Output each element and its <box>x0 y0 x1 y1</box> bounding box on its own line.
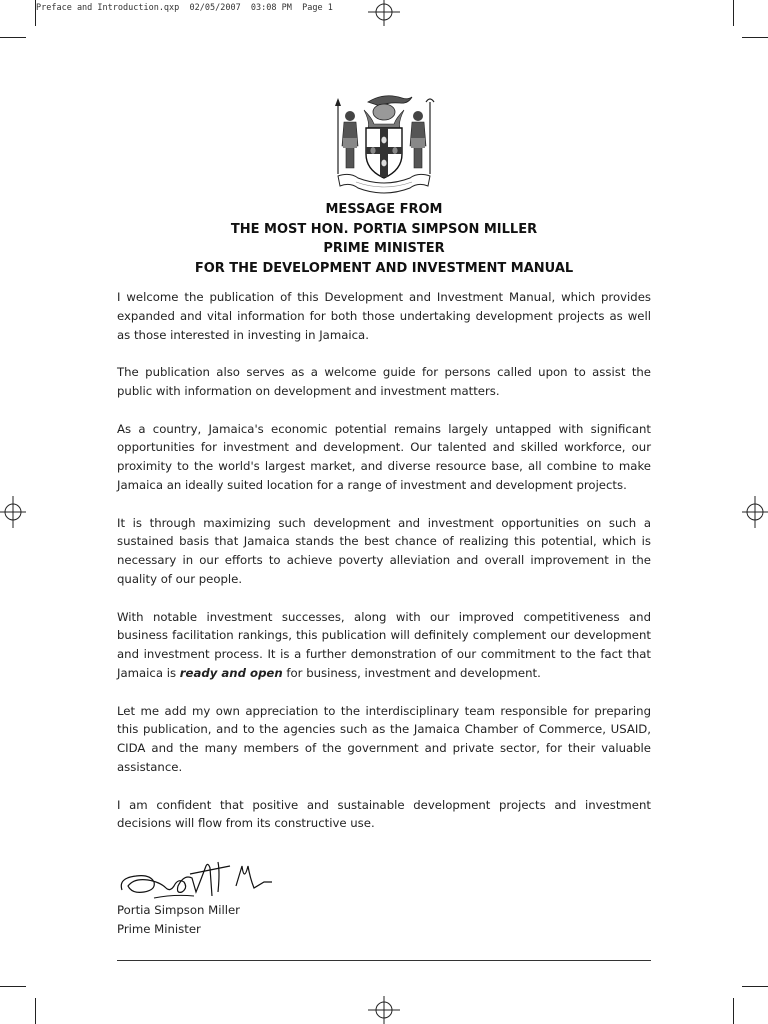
ready-and-open-emphasis: ready and open <box>179 665 283 680</box>
paragraph-4: It is through maximizing such development and investment opportunities on such a sustained basis that Jamaica stands the best chance of realizing this potential, which is necessary in our efforts to achieve poverty alleviation and overall improvement in the quality of our people. <box>117 515 651 586</box>
heading-line-office: PRIME MINISTER <box>323 241 445 256</box>
registration-mark-top-icon <box>368 0 400 26</box>
paragraph-7: I am confident that positive and sustainable development projects and investment decisions will flow from its constructive use. <box>117 797 651 831</box>
paragraph-5 <box>117 608 651 683</box>
paragraph-1: I welcome the publication of this Development and Investment Manual, which provides expanded and vital information for both those undertaking development projects as well as those interested in investing in Jamaica. <box>117 290 651 342</box>
signatory-block <box>117 901 240 939</box>
registration-mark-left-icon <box>0 496 26 528</box>
print-slug-line: Preface and Introduction.qxp 02/05/2007 03:08 PM Page 1 <box>36 3 333 13</box>
heading-line-purpose: FOR THE DEVELOPMENT AND INVESTMENT MANUAL <box>194 260 574 276</box>
signatory-title: Prime Minister <box>117 921 201 936</box>
signatory-name: Portia Simpson Miller <box>117 903 240 917</box>
crop-mark-bottom-left-v <box>35 998 36 1024</box>
crop-mark-bottom-right-v <box>733 998 734 1024</box>
crop-mark-top-left-v <box>35 0 36 26</box>
jamaica-coat-of-arms-icon <box>328 88 440 194</box>
crop-mark-top-right-v <box>733 0 734 26</box>
registration-mark-bottom-icon <box>368 996 400 1024</box>
crop-mark-top-left-h <box>0 37 26 38</box>
handwritten-signature <box>114 852 274 906</box>
paragraph-5-text-end: for business, investment and development. <box>282 665 541 680</box>
message-heading <box>117 200 651 278</box>
paragraph-5-text: With notable investment successes, along with our improved competitiveness and business facilitation rankings, this publication will definitely complement our development and investment process. It is a further demonstration of our commitment to the fact that Jamaica is <box>117 609 651 680</box>
paragraph-6: Let me add my own appreciation to the interdisciplinary team responsible for preparing this publication, and to the agencies such as the Jamaica Chamber of Commerce, USAID, CIDA and the many members of the government and private sector, for their valuable assistance. <box>117 703 651 774</box>
heading-line-message-from: MESSAGE FROM <box>325 202 443 217</box>
paragraph-2: The publication also serves as a welcome guide for persons called upon to assist the public with information on development and investment matters. <box>117 365 651 398</box>
crop-mark-bottom-right-h <box>742 986 768 987</box>
crop-mark-bottom-left-h <box>0 986 26 987</box>
footer-rule <box>117 960 651 961</box>
crop-mark-top-right-h <box>742 37 768 38</box>
paragraph-3: As a country, Jamaica's economic potential remains largely untapped with significant opportunities for investment and development. Our talented and skilled workforce, our proximity to the world's largest market, and diverse resource base, all combine to make Jamaica an ideally suited location for a range of investment and development projects. <box>117 421 651 492</box>
registration-mark-right-icon <box>742 496 768 528</box>
message-body <box>117 288 651 852</box>
heading-line-author: THE MOST HON. PORTIA SIMPSON MILLER <box>230 221 538 237</box>
